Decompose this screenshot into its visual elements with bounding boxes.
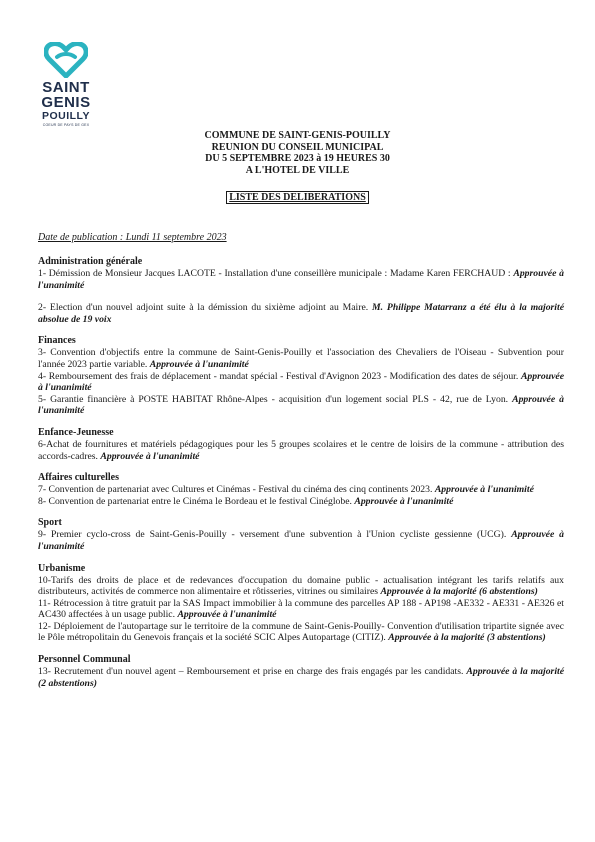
deliberation-item	[38, 598, 564, 621]
item-status: Approuvée à l'unanimité	[38, 370, 564, 394]
section-administration	[38, 256, 564, 325]
item-status: Approuvée à la majorité (2 abstentions)	[38, 666, 565, 689]
publication-date: Date de publication : Lundi 11 septembre 2023	[38, 232, 227, 243]
item-status: Approuvée à l'unanimité	[434, 484, 534, 496]
header-line-4: A L'HOTEL DE VILLE	[245, 164, 350, 176]
item-text: 10-Tarifs des droits de place et de redevances d'occupation du domaine public - actualisation intégrant les tarifs relatifs aux distributeurs, activités de commerce non alimentaire et rôtisseries, vitrines ou similaires	[38, 574, 564, 598]
item-status: Approuvée à la majorité (6 abstentions)	[380, 586, 538, 598]
section-personnel-communal	[38, 654, 564, 689]
deliberation-item	[38, 666, 564, 689]
item-text: 11- Rétrocession à titre gratuit par la SAS Impact immobilier à la commune des parcelles AP 188 - AP198 -AE332 - AE331 - AE326 et AC430 affectées à un usage public.	[38, 597, 564, 621]
item-text: 9- Premier cyclo-cross de Saint-Genis-Pouilly - versement d'une subvention à l'Union cycliste gessienne (UCG).	[38, 529, 512, 541]
section-title: Sport	[38, 517, 62, 529]
document-header	[0, 130, 595, 176]
list-title	[0, 192, 595, 203]
item-text: 3- Convention d'objectifs entre la commune de Saint-Genis-Pouilly et l'association des Chevaliers de l'Oiseau - Subvention pour l'année 2023 partie variable.	[38, 347, 564, 370]
item-status: Approuvée à la majorité (3 abstentions)	[388, 632, 546, 644]
heart-logo-icon	[44, 42, 88, 78]
deliberation-item	[38, 484, 564, 496]
item-text: 8- Convention de partenariat entre le Cinéma le Bordeau et le festival Cinéglobe.	[38, 495, 355, 507]
deliberation-item	[38, 302, 564, 325]
list-title-text: LISTE DES DELIBERATIONS	[226, 191, 369, 204]
item-status: Approuvée à l'unanimité	[149, 358, 249, 370]
deliberation-item	[38, 529, 564, 552]
logo-line-1: SAINT	[42, 79, 90, 96]
deliberation-item	[38, 394, 564, 417]
section-title: Affaires culturelles	[38, 472, 120, 484]
section-title: Personnel Communal	[38, 654, 131, 666]
deliberation-item	[38, 496, 564, 508]
section-title: Enfance-Jeunesse	[38, 426, 114, 438]
header-line-3: DU 5 SEPTEMBRE 2023 à 19 HEURES 30	[205, 153, 390, 164]
section-affaires-culturelles	[38, 472, 564, 507]
item-status: M. Philippe Matarranz a été élu à la majorité absolue de 19 voix	[38, 302, 564, 325]
logo-line-3: POUILLY	[41, 110, 91, 122]
item-text: 2- Election d'un nouvel adjoint suite à la démission du sixième adjoint au Maire.	[38, 302, 373, 314]
item-status: Approuvée à l'unanimité	[100, 450, 200, 462]
deliberation-item	[38, 347, 564, 370]
section-finances	[38, 335, 564, 417]
section-title: Urbanisme	[38, 562, 86, 574]
logo-line-2: GENIS	[41, 94, 91, 111]
item-text: 5- Garantie financière à POSTE HABITAT Rhône-Alpes - acquisition d'un logement social PLS - 42, rue de Lyon.	[38, 393, 513, 405]
item-status: Approuvée à l'unanimité	[38, 529, 564, 552]
item-text: 12- Déploiement de l'autopartage sur le territoire de la commune de Saint-Genis-Pouilly- Convention d'utilisation tripartite signée avec le Pôle métropolitain du Genevois français et la société SCIC Alpes Autopartage (CITIZ).	[38, 620, 564, 644]
section-enfance-jeunesse	[38, 427, 564, 462]
header-line-1: COMMUNE DE SAINT-GENIS-POUILLY	[204, 130, 391, 141]
deliberation-item	[38, 371, 564, 394]
item-status: Approuvée à l'unanimité	[38, 393, 564, 417]
deliberations-list	[38, 256, 564, 699]
header-line-2: REUNION DU CONSEIL MUNICIPAL	[211, 141, 384, 153]
deliberation-item	[38, 575, 564, 598]
item-status: Approuvée à l'unanimité	[38, 268, 564, 291]
deliberation-item	[38, 439, 564, 462]
section-title: Finances	[38, 335, 76, 347]
item-text: 6-Achat de fournitures et matériels pédagogiques pour les 5 groupes scolaires et le centre de loisirs de la commune - attribution des accords-cadres.	[38, 438, 564, 462]
item-status: Approuvée à l'unanimité	[354, 495, 454, 507]
logo-tagline: COEUR DE PAYS DE GEX	[42, 122, 90, 127]
deliberation-item	[38, 621, 564, 644]
section-urbanisme	[38, 563, 564, 645]
item-text: 1- Démission de Monsieur Jacques LACOTE - Installation d'une conseillère municipale : Madame Karen FERCHAUD :	[38, 268, 514, 279]
item-status: Approuvée à l'unanimité	[177, 609, 277, 621]
section-sport	[38, 517, 564, 552]
logo	[36, 42, 96, 127]
section-title: Administration générale	[38, 256, 143, 267]
item-text: 13- Recrutement d'un nouvel agent – Remboursement et prise en charge des frais engagés par les candidats.	[38, 666, 467, 678]
deliberation-item	[38, 268, 564, 291]
item-text: 7- Convention de partenariat avec Cultures et Cinémas - Festival du cinéma des cinq continents 2023.	[38, 484, 435, 496]
item-text: 4- Remboursement des frais de déplacement - mandat spécial - Festival d'Avignon 2023 - Modification des dates de séjour.	[38, 370, 521, 382]
